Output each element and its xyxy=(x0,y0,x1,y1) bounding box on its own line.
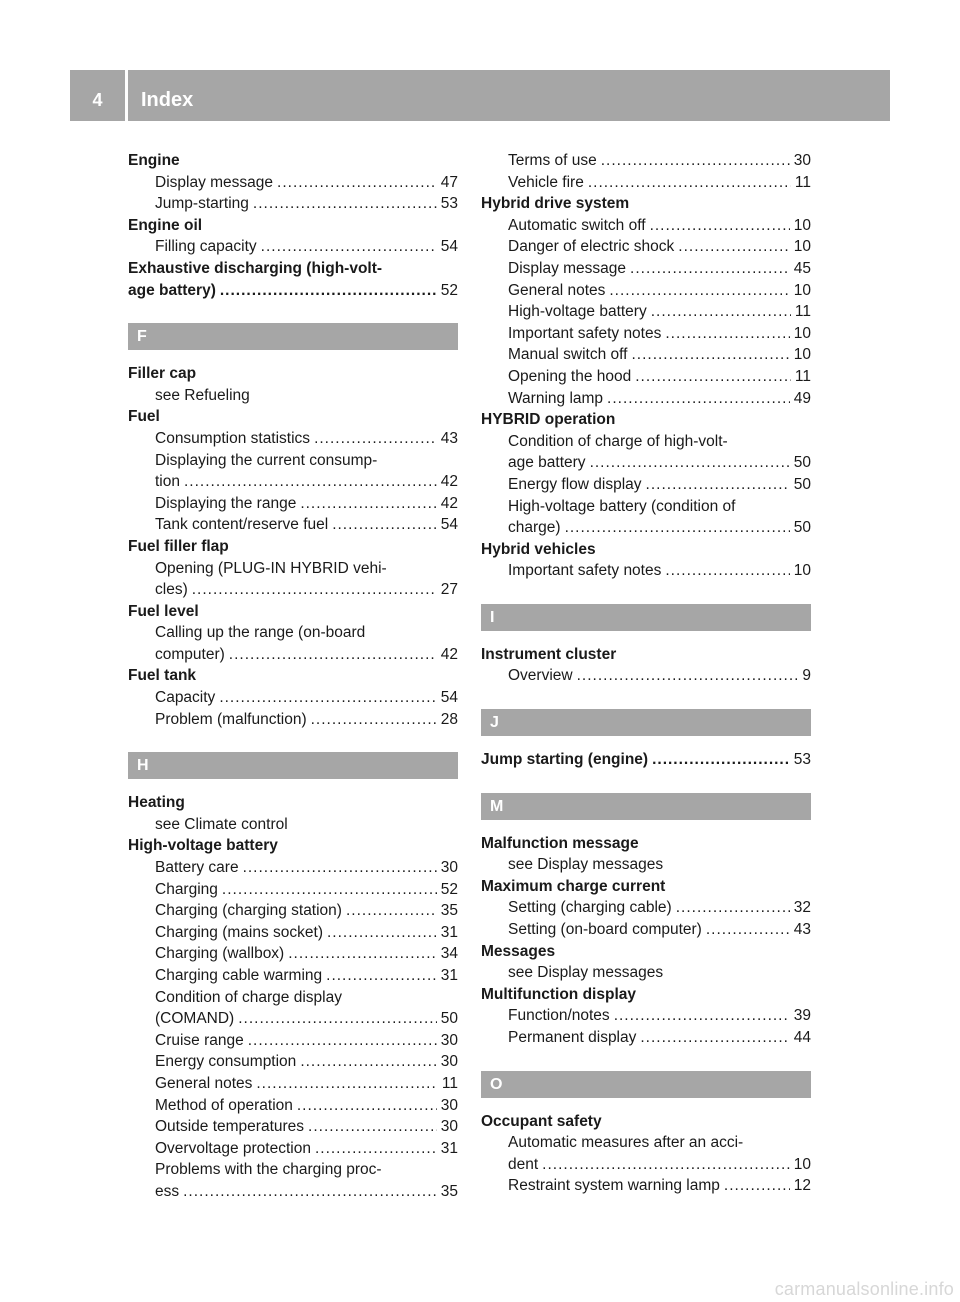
index-subentry[interactable] xyxy=(128,1116,458,1138)
index-subentry[interactable] xyxy=(128,879,458,901)
entry-label: Problem (malfunction) xyxy=(155,710,307,728)
index-subentry-text: High-voltage battery (condition of xyxy=(508,497,736,515)
index-subentry[interactable] xyxy=(481,172,811,194)
index-letter-heading: O xyxy=(481,1071,811,1098)
entry-page-number: 31 xyxy=(440,1139,458,1157)
index-heading: Engine oil xyxy=(128,216,203,234)
entry-label: cles) xyxy=(155,581,188,599)
index-letter-heading: F xyxy=(128,323,458,350)
index-subentry[interactable] xyxy=(128,644,458,666)
index-heading: Filler cap xyxy=(128,365,197,383)
index-subentry[interactable] xyxy=(481,215,811,237)
entry-page-number: 9 xyxy=(802,667,811,685)
dot-leader xyxy=(346,900,437,922)
index-subentry[interactable] xyxy=(128,1095,458,1117)
entry-label: computer) xyxy=(155,645,225,663)
index-subentry[interactable] xyxy=(128,579,458,601)
dot-leader xyxy=(238,1008,437,1030)
entry-page-number: 10 xyxy=(793,216,811,234)
index-subentry[interactable] xyxy=(128,236,458,258)
index-letter-heading: I xyxy=(481,604,811,631)
index-letter-heading: J xyxy=(481,709,811,736)
index-subentry-text: see Display messages xyxy=(508,964,664,982)
index-subentry[interactable] xyxy=(481,301,811,323)
dot-leader xyxy=(300,1051,436,1073)
entry-label: Capacity xyxy=(155,689,216,707)
dot-leader xyxy=(308,1116,437,1138)
index-heading-entry[interactable] xyxy=(128,280,458,302)
index-subentry[interactable] xyxy=(128,1008,458,1030)
dot-leader xyxy=(635,366,791,388)
dot-leader xyxy=(248,1030,437,1052)
page-title: Index xyxy=(141,89,194,111)
index-subentry[interactable] xyxy=(128,687,458,709)
entry-label: Charging (mains socket) xyxy=(155,923,323,941)
entry-page-number: 31 xyxy=(440,967,458,984)
index-subentry[interactable] xyxy=(128,857,458,879)
dot-leader xyxy=(651,301,791,323)
entry-page-number: 10 xyxy=(793,324,811,342)
entry-page-number: 28 xyxy=(440,710,458,728)
dot-leader xyxy=(652,749,790,771)
dot-leader xyxy=(577,665,799,687)
index-heading: Engine xyxy=(128,152,180,169)
entry-label: tion xyxy=(155,473,180,491)
index-heading: Instrument cluster xyxy=(481,645,617,663)
dot-leader xyxy=(332,514,437,536)
entry-page-number: 34 xyxy=(440,945,458,963)
entry-label: Filling capacity xyxy=(155,238,257,256)
entry-page-number: 50 xyxy=(793,454,811,472)
entry-label: age battery) xyxy=(128,281,216,299)
index-subentry[interactable] xyxy=(481,474,811,496)
entry-label: Terms of use xyxy=(508,152,597,169)
dot-leader xyxy=(256,1073,438,1095)
dot-leader xyxy=(243,857,437,879)
entry-label: Charging cable warming xyxy=(155,967,323,984)
entry-page-number: 12 xyxy=(793,1177,811,1195)
dot-leader xyxy=(631,344,789,366)
entry-label: Important safety notes xyxy=(508,324,662,342)
entry-label: General notes xyxy=(508,281,606,299)
entry-label: Charging (charging station) xyxy=(155,902,342,920)
entry-page-number: 42 xyxy=(440,645,458,663)
dot-leader xyxy=(724,1175,790,1197)
entry-page-number: 30 xyxy=(440,1118,458,1136)
entry-page-number: 49 xyxy=(793,389,811,407)
entry-label: Setting (charging cable) xyxy=(508,899,672,917)
index-heading-entry[interactable] xyxy=(481,749,811,771)
entry-page-number: 32 xyxy=(793,899,811,917)
entry-page-number: 11 xyxy=(794,367,811,385)
index-subentry-text: Opening (PLUG-IN HYBRID vehi- xyxy=(155,559,387,577)
entry-page-number: 10 xyxy=(793,562,811,580)
entry-label: Energy consumption xyxy=(155,1053,297,1071)
entry-page-number: 43 xyxy=(793,921,811,939)
entry-page-number: 30 xyxy=(440,859,458,877)
index-subentry-text: see Climate control xyxy=(155,815,288,833)
entry-label: High-voltage battery xyxy=(508,303,647,321)
entry-page-number: 11 xyxy=(794,173,811,191)
entry-label: Displaying the range xyxy=(155,494,297,512)
entry-label: Display message xyxy=(155,173,274,191)
index-subentry[interactable] xyxy=(481,1175,811,1197)
index-subentry[interactable] xyxy=(128,514,458,536)
index-heading: Fuel tank xyxy=(128,667,197,685)
index-subentry-text: Condition of charge display xyxy=(155,988,342,1006)
entry-page-number: 53 xyxy=(793,751,811,769)
index-subentry-text: Automatic measures after an acci- xyxy=(508,1134,744,1152)
dot-leader xyxy=(706,919,790,941)
dot-leader xyxy=(665,323,789,345)
entry-page-number: 47 xyxy=(440,173,458,191)
dot-leader xyxy=(183,1181,437,1203)
index-subentry[interactable] xyxy=(481,258,811,280)
entry-label: Charging (wallbox) xyxy=(155,945,285,963)
index-subentry-text: see Refueling xyxy=(155,386,250,404)
dot-leader xyxy=(192,579,437,601)
index-heading: Maximum charge current xyxy=(481,877,666,895)
entry-page-number: 50 xyxy=(440,1010,458,1028)
dot-leader xyxy=(311,709,437,731)
index-heading: Exhaustive discharging (high-volt- xyxy=(128,259,383,277)
index-subentry-text: Calling up the range (on-board xyxy=(155,624,366,642)
dot-leader xyxy=(300,493,436,515)
index-subentry[interactable] xyxy=(481,388,811,410)
page-number: 4 xyxy=(92,90,103,110)
index-subentry[interactable] xyxy=(481,280,811,302)
entry-page-number: 30 xyxy=(440,1031,458,1049)
dot-leader xyxy=(590,452,790,474)
entry-page-number: 43 xyxy=(440,429,458,447)
index-heading: Hybrid drive system xyxy=(481,195,630,213)
index-subentry[interactable] xyxy=(128,172,458,194)
dot-leader xyxy=(588,172,791,194)
index-heading: High-voltage battery xyxy=(128,837,278,855)
index-heading: Multifunction display xyxy=(481,985,636,1003)
index-subentry[interactable] xyxy=(481,919,811,941)
dot-leader xyxy=(184,471,437,493)
entry-page-number: 10 xyxy=(793,281,811,299)
index-letter-heading: M xyxy=(481,793,811,820)
index-subentry[interactable] xyxy=(128,965,458,987)
index-subentry[interactable] xyxy=(481,665,811,687)
dot-leader xyxy=(601,150,790,172)
index-subentry-text: Condition of charge of high-volt- xyxy=(508,432,728,450)
entry-label: Manual switch off xyxy=(508,346,628,364)
entry-label: Jump starting (engine) xyxy=(481,751,649,769)
dot-leader xyxy=(288,943,437,965)
entry-page-number: 54 xyxy=(440,238,458,256)
entry-page-number: 52 xyxy=(440,880,458,898)
entry-page-number: 50 xyxy=(793,475,811,493)
entry-page-number: 42 xyxy=(440,473,458,491)
index-column-right xyxy=(481,150,811,1197)
dot-leader xyxy=(222,879,437,901)
index-subentry[interactable] xyxy=(128,1051,458,1073)
index-subentry[interactable] xyxy=(481,517,811,539)
index-subentry[interactable] xyxy=(128,193,458,215)
index-subentry[interactable] xyxy=(481,452,811,474)
dot-leader xyxy=(640,1027,789,1049)
index-subentry[interactable] xyxy=(128,709,458,731)
index-subentry[interactable] xyxy=(481,1154,811,1176)
entry-label: Tank content/reserve fuel xyxy=(155,516,329,534)
entry-label: Vehicle fire xyxy=(508,173,584,191)
entry-page-number: 50 xyxy=(793,519,811,537)
entry-page-number: 52 xyxy=(440,281,458,299)
entry-page-number: 30 xyxy=(440,1096,458,1114)
index-subentry[interactable] xyxy=(128,943,458,965)
index-subentry[interactable] xyxy=(128,1181,458,1203)
dot-leader xyxy=(614,1005,790,1027)
index-heading: HYBRID operation xyxy=(481,411,616,429)
entry-page-number: 10 xyxy=(793,346,811,364)
index-subentry[interactable] xyxy=(481,366,811,388)
index-heading: Malfunction message xyxy=(481,834,639,852)
watermark: carmanualsonline.info xyxy=(774,1279,954,1299)
entry-page-number: 30 xyxy=(793,152,811,169)
index-subentry[interactable] xyxy=(481,1027,811,1049)
index-subentry[interactable] xyxy=(128,1030,458,1052)
dot-leader xyxy=(665,560,789,582)
entry-label: (COMAND) xyxy=(155,1010,235,1028)
entry-label: ess xyxy=(155,1182,180,1200)
index-subentry[interactable] xyxy=(128,493,458,515)
dot-leader xyxy=(261,236,437,258)
entry-label: Setting (on-board computer) xyxy=(508,921,702,939)
index-subentry[interactable] xyxy=(128,471,458,493)
entry-label: Display message xyxy=(508,259,627,277)
entry-page-number: 35 xyxy=(440,1182,458,1200)
dot-leader xyxy=(646,474,790,496)
index-heading: Heating xyxy=(128,794,185,812)
dot-leader xyxy=(630,258,790,280)
dot-leader xyxy=(229,644,437,666)
dot-leader xyxy=(314,428,437,450)
header-divider xyxy=(125,70,128,121)
dot-leader xyxy=(315,1138,437,1160)
entry-page-number: 39 xyxy=(793,1007,811,1025)
index-heading: Occupant safety xyxy=(481,1112,602,1130)
index-subentry-text: Displaying the current consump- xyxy=(155,451,378,469)
index-subentry[interactable] xyxy=(481,323,811,345)
entry-page-number: 54 xyxy=(440,516,458,534)
entry-label: Charging xyxy=(155,880,218,898)
index-subentry[interactable] xyxy=(128,900,458,922)
dot-leader xyxy=(542,1154,790,1176)
entry-label: Overview xyxy=(508,667,573,685)
index-subentry[interactable] xyxy=(128,428,458,450)
entry-page-number: 54 xyxy=(440,689,458,707)
entry-label: Battery care xyxy=(155,859,239,877)
dot-leader xyxy=(220,280,437,302)
dot-leader xyxy=(219,687,436,709)
entry-label: Consumption statistics xyxy=(155,429,311,447)
index-subentry[interactable] xyxy=(128,1073,458,1095)
entry-page-number: 42 xyxy=(440,494,458,512)
entry-label: Jump-starting xyxy=(155,195,249,213)
entry-label: dent xyxy=(508,1155,539,1173)
entry-label: Function/notes xyxy=(508,1007,610,1025)
entry-label: Automatic switch off xyxy=(508,216,646,234)
index-heading: Fuel filler flap xyxy=(128,537,229,555)
index-subentry[interactable] xyxy=(481,150,811,172)
entry-label: Energy flow display xyxy=(508,475,642,493)
dot-leader xyxy=(326,965,437,987)
index-subentry[interactable] xyxy=(481,897,811,919)
dot-leader xyxy=(565,517,790,539)
entry-label: General notes xyxy=(155,1074,253,1092)
entry-page-number: 11 xyxy=(794,303,811,321)
entry-page-number: 53 xyxy=(440,195,458,213)
entry-page-number: 11 xyxy=(441,1074,458,1092)
entry-label: Cruise range xyxy=(155,1031,244,1049)
index-subentry[interactable] xyxy=(128,922,458,944)
dot-leader xyxy=(650,215,790,237)
dot-leader xyxy=(253,193,437,215)
entry-page-number: 10 xyxy=(793,1155,811,1173)
entry-label: Warning lamp xyxy=(508,389,604,407)
index-heading: Messages xyxy=(481,942,556,960)
index-column-left xyxy=(128,150,458,1203)
index-subentry[interactable] xyxy=(481,1005,811,1027)
entry-page-number: 30 xyxy=(440,1053,458,1071)
index-heading: Hybrid vehicles xyxy=(481,540,596,558)
entry-label: Danger of electric shock xyxy=(508,238,675,256)
index-subentry[interactable] xyxy=(128,1138,458,1160)
index-subentry-text: Problems with the charging proc- xyxy=(155,1161,382,1179)
dot-leader xyxy=(678,236,789,258)
dot-leader xyxy=(609,280,789,302)
entry-page-number: 44 xyxy=(793,1029,811,1046)
entry-page-number: 10 xyxy=(793,238,811,256)
index-subentry-text: see Display messages xyxy=(508,856,664,874)
entry-label: Overvoltage protection xyxy=(155,1139,311,1157)
index-letter-heading: H xyxy=(128,752,458,779)
index-subentry[interactable] xyxy=(481,236,811,258)
dot-leader xyxy=(277,172,437,194)
entry-label: Permanent display xyxy=(508,1029,637,1046)
entry-label: Important safety notes xyxy=(508,562,662,580)
entry-label: Opening the hood xyxy=(508,367,632,385)
entry-label: charge) xyxy=(508,519,561,537)
entry-label: Outside temperatures xyxy=(155,1118,305,1136)
index-subentry[interactable] xyxy=(481,344,811,366)
index-subentry[interactable] xyxy=(481,560,811,582)
entry-label: age battery xyxy=(508,454,586,472)
entry-page-number: 31 xyxy=(440,923,458,941)
dot-leader xyxy=(676,897,790,919)
entry-label: Restraint system warning lamp xyxy=(508,1177,720,1195)
entry-page-number: 35 xyxy=(440,902,458,920)
index-heading: Fuel xyxy=(128,408,160,426)
entry-page-number: 45 xyxy=(793,259,811,277)
dot-leader xyxy=(607,388,790,410)
dot-leader xyxy=(297,1095,437,1117)
entry-label: Method of operation xyxy=(155,1096,293,1114)
index-heading: Fuel level xyxy=(128,602,199,620)
dot-leader xyxy=(327,922,437,944)
entry-page-number: 27 xyxy=(440,581,458,599)
